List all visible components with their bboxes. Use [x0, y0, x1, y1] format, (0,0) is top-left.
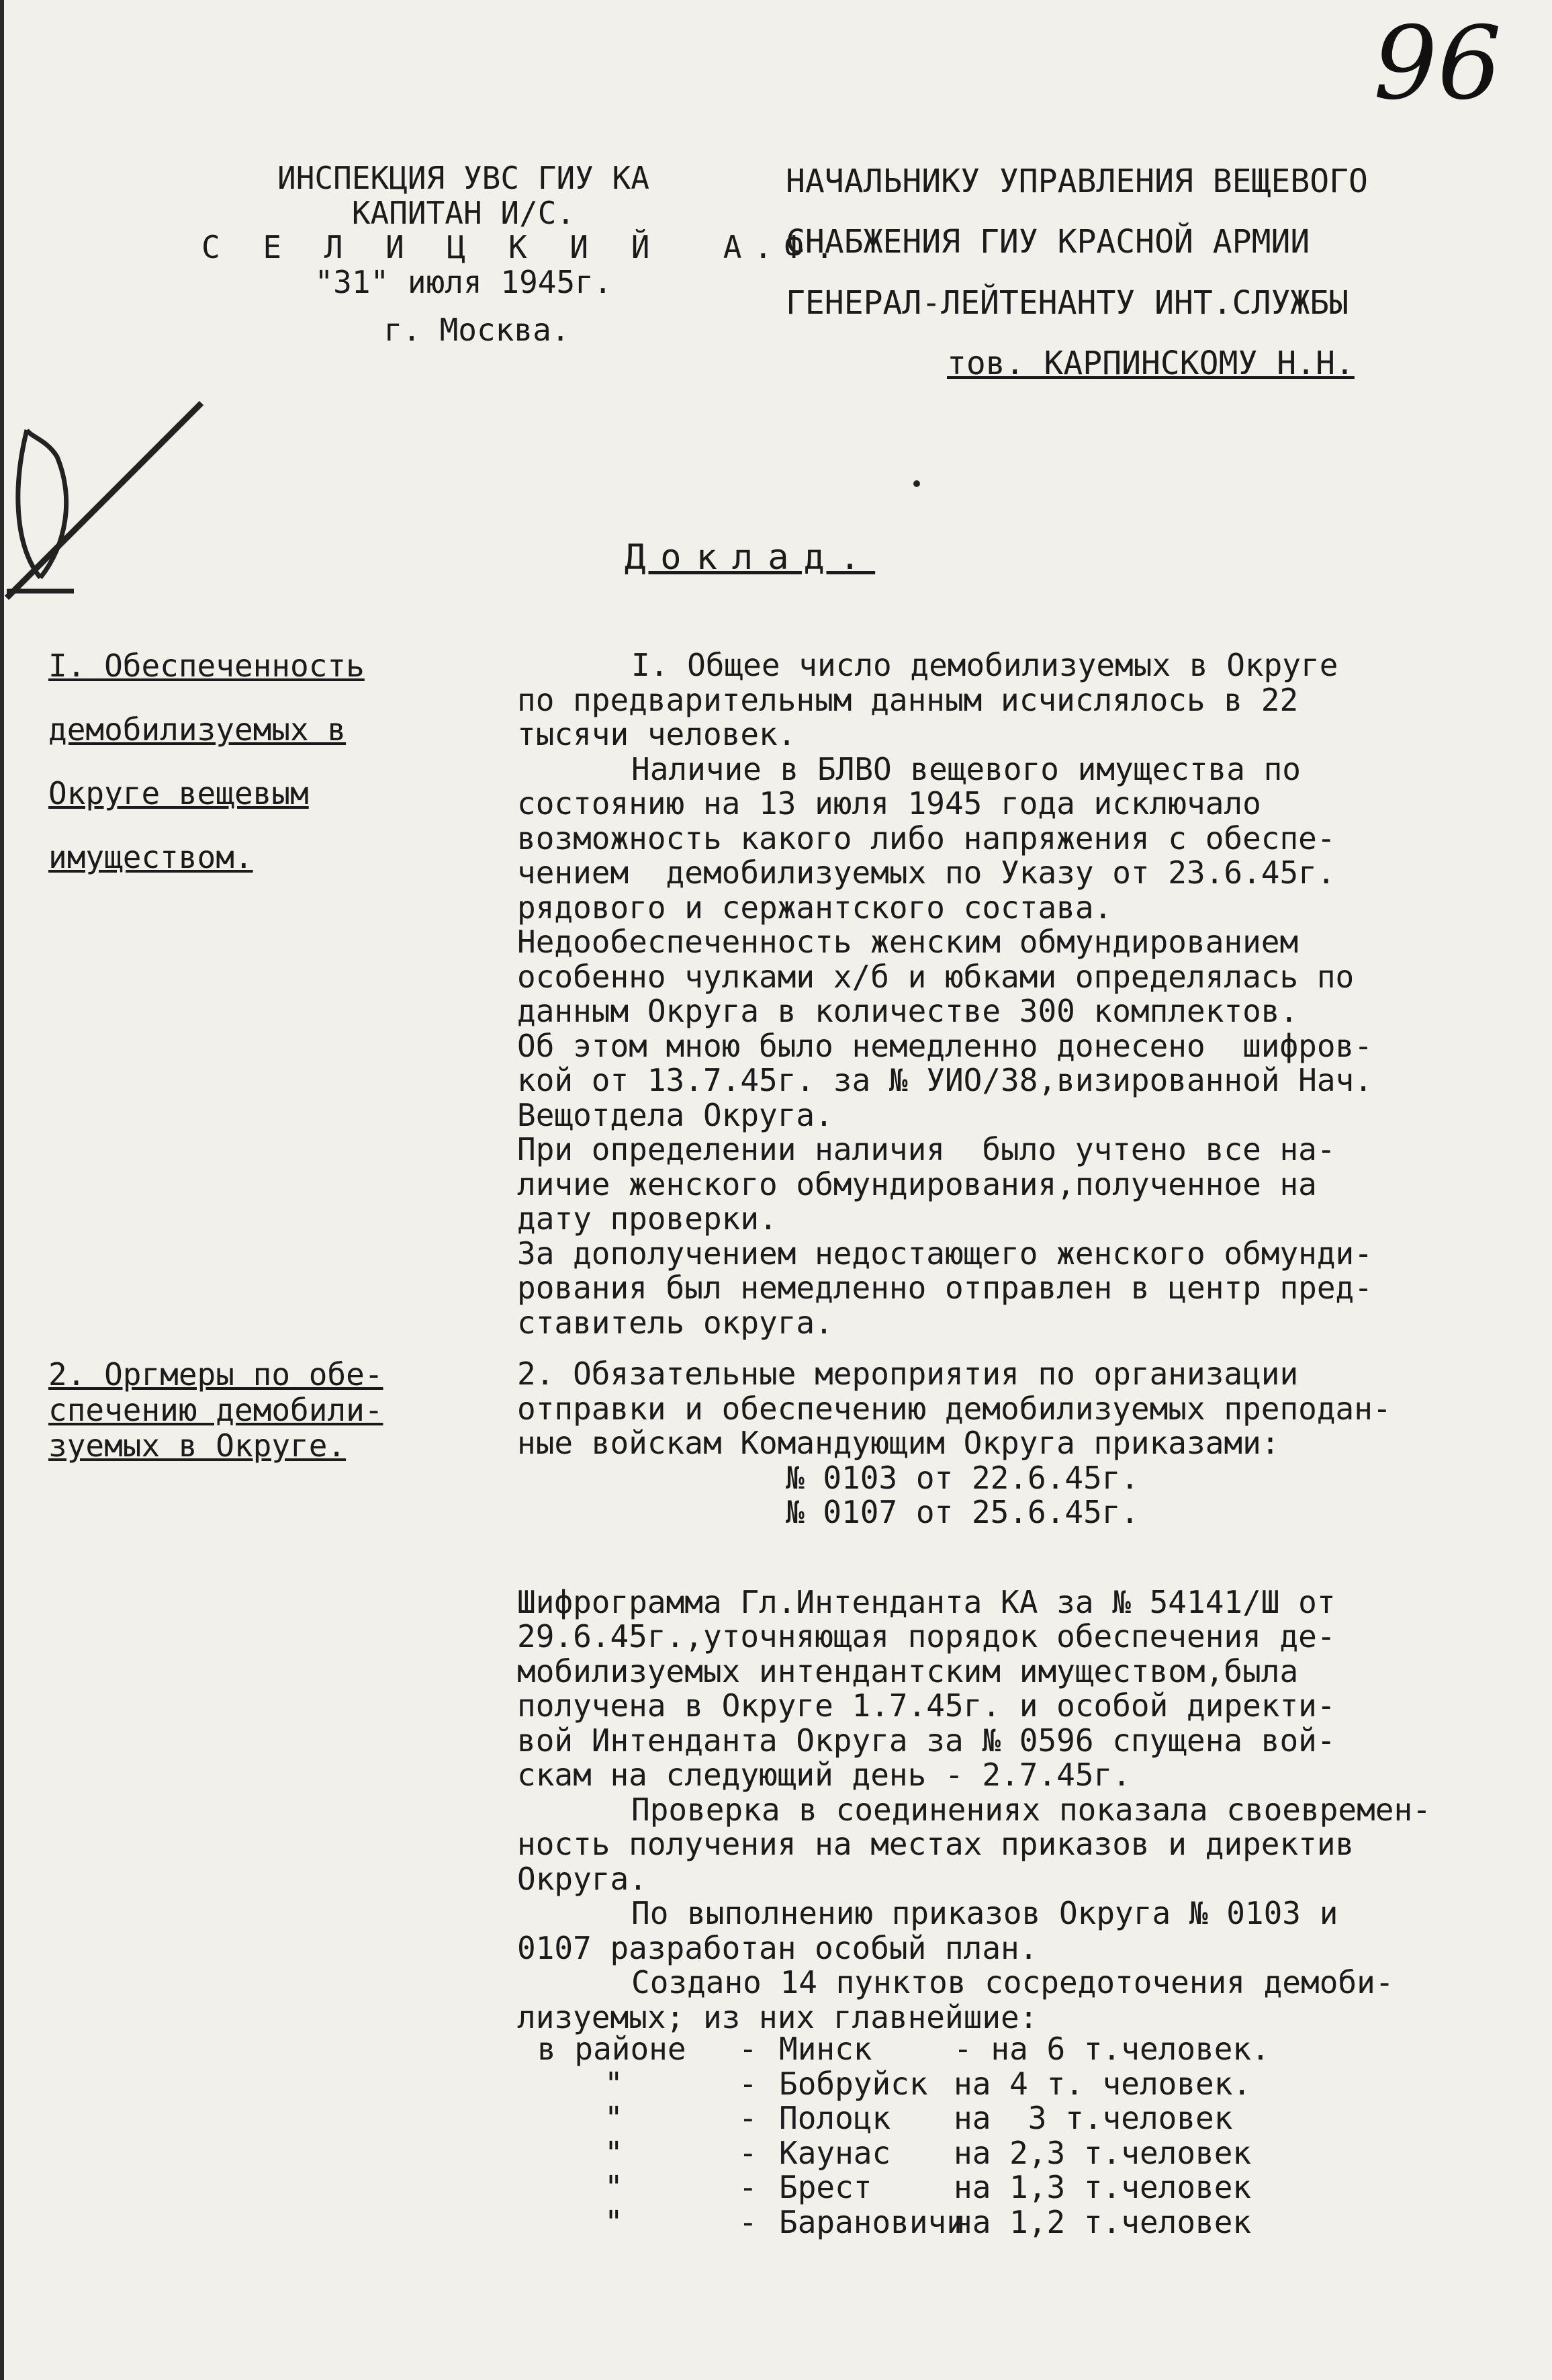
place-detail: - на 6 т.человек.: [954, 2031, 1270, 2067]
recipient-line-1: НАЧАЛЬНИКУ УПРАВЛЕНИЯ ВЕЩЕВОГО: [786, 163, 1368, 200]
body-line: состоянию на 13 июля 1945 года исключало: [517, 785, 1261, 822]
order-line: № 0107 от 25.6.45г.: [786, 1494, 1140, 1531]
list-item: в районе - Минск - на 6 т.человек.: [537, 2031, 1270, 2067]
body-line: При определении наличия было учтено все на-: [517, 1131, 1336, 1168]
sender-city: г. Москва.: [383, 312, 570, 349]
body-line: Шифрограмма Гл.Интенданта КА за № 54141/Ш от: [517, 1583, 1336, 1620]
body-line: отправки и обеспечению демобилизуемых преподан-: [517, 1390, 1391, 1427]
list-item: " - Барановичи на 1,2 т.человек: [537, 2205, 1270, 2240]
place-detail: на 1,2 т.человек: [954, 2203, 1252, 2240]
body-line: Наличие в БЛВО вещевого имущества по: [631, 750, 1301, 787]
body-line: I. Общее число демобилизуемых в Округе: [631, 647, 1338, 683]
body-line: 2. Обязательные мероприятия по организации: [517, 1356, 1299, 1392]
body-line: Недообеспеченность женским обмундированием: [517, 924, 1299, 961]
place-prefix: ": [604, 2065, 623, 2102]
body-line: по предварительным данным исчислялось в 22: [517, 681, 1299, 718]
body-line: чением демобилизуемых по Указу от 23.6.45г.: [517, 854, 1336, 891]
body-line: личие женского обмундирования,полученное на: [517, 1165, 1317, 1202]
section-2-body: [517, 1357, 1551, 2035]
body-line: ность получения на местах приказов и директив: [517, 1826, 1355, 1863]
recipient-line-2: СНАБЖЕНИЯ ГИУ КРАСНОЙ АРМИИ: [786, 223, 1310, 261]
body-line: Создано 14 пунктов сосредоточения демоби-: [631, 1964, 1394, 2001]
body-line: рядового и сержантского состава.: [517, 889, 1113, 926]
body-line: особенно чулками х/б и юбками определялась по: [517, 958, 1355, 995]
body-line: дату проверки.: [517, 1200, 778, 1237]
place-detail: на 4 т. человек.: [954, 2065, 1252, 2102]
place-city: Минск: [779, 2031, 872, 2067]
section-1-heading-line: имуществом.: [48, 838, 253, 875]
body-line: 0107 разработан особый план.: [517, 1929, 1038, 1966]
body-line: Проверка в соединениях показала своевремен-: [631, 1791, 1431, 1828]
sender-block: [201, 160, 846, 349]
body-line: ставитель округа.: [517, 1304, 833, 1341]
sender-organization: ИНСПЕКЦИЯ УВС ГИУ КА: [277, 160, 649, 196]
paragraph-gap: [517, 1530, 1551, 1585]
section-1-body: [517, 648, 1551, 1340]
order-line: № 0103 от 22.6.45г.: [786, 1459, 1140, 1496]
place-city: Полоцк: [779, 2100, 891, 2137]
sender-date: "31" июля 1945г.: [314, 263, 612, 300]
sender-name: С Е Л И Ц К И Й А.Ф.: [201, 229, 846, 266]
margin-handwritten-mark: [0, 376, 228, 618]
place-prefix: ": [604, 2100, 623, 2137]
page-number: 96: [1373, 5, 1502, 122]
place-detail: на 1,3 т.человек: [954, 2169, 1252, 2206]
section-2-heading: [48, 1357, 451, 1464]
body-line: данным Округа в количестве 300 комплектов.: [517, 993, 1299, 1030]
body-line: получена в Округе 1.7.45г. и особой директи-: [517, 1687, 1336, 1724]
body-line: По выполнению приказов Округа № 0103 и: [631, 1895, 1338, 1932]
place-city: Бобруйск: [779, 2065, 928, 2102]
body-line: 29.6.45г.,уточняющая порядок обеспечения де-: [517, 1618, 1336, 1655]
section-2-heading-line: 2. Оргмеры по обе-: [48, 1356, 383, 1393]
section-1-heading-line: I. Обеспеченность: [48, 648, 365, 684]
section-1-heading-line: демобилизуемых в: [48, 711, 347, 748]
list-item: " - Каунас на 2,3 т.человек: [537, 2136, 1270, 2171]
sender-rank: КАПИТАН И/С.: [351, 194, 576, 231]
body-line: Округа.: [517, 1860, 647, 1897]
section-2-heading-line: зуемых в Округе.: [48, 1427, 347, 1464]
body-line: рования был немедленно отправлен в центр пред-: [517, 1270, 1373, 1307]
body-line: лизуемых; из них главнейшие:: [517, 1998, 1038, 2035]
list-item: " - Полоцк на 3 т.человек: [537, 2101, 1270, 2136]
ink-dot: [913, 480, 920, 487]
concentration-points-list: [537, 2032, 1270, 2240]
section-2-heading-line: спечению демобили-: [48, 1391, 383, 1428]
body-line: тысячи человек.: [517, 716, 796, 753]
place-city: Брест: [779, 2169, 872, 2206]
place-detail: на 3 т.человек: [954, 2100, 1233, 2137]
place-prefix: в районе: [537, 2031, 686, 2067]
body-line: вой Интенданта Округа за № 0596 спущена вой-: [517, 1722, 1336, 1759]
place-prefix: ": [604, 2203, 623, 2240]
body-line: За дополучением недостающего женского обмунди-: [517, 1235, 1373, 1272]
recipient-line-3: ГЕНЕРАЛ-ЛЕЙТЕНАНТУ ИНТ.СЛУЖБЫ: [786, 283, 1349, 322]
body-line: ные войскам Командующим Округа приказами:: [517, 1425, 1280, 1462]
body-line: Вещотдела Округа.: [517, 1096, 833, 1133]
page-edge-line: [0, 0, 4, 2380]
place-prefix: ": [604, 2134, 623, 2171]
place-detail: на 2,3 т.человек: [954, 2134, 1252, 2171]
body-line: скам на следующий день - 2.7.45г.: [517, 1757, 1131, 1794]
body-line: кой от 13.7.45г. за № УИО/38,визированной Нач.: [517, 1062, 1373, 1099]
place-prefix: ": [604, 2169, 623, 2206]
list-item: " - Брест на 1,3 т.человек: [537, 2170, 1270, 2205]
section-1-heading: [48, 648, 451, 903]
document-title: Доклад.: [625, 537, 876, 578]
place-city: Барановичи: [779, 2203, 965, 2240]
list-item: " - Бобруйск на 4 т. человек.: [537, 2067, 1270, 2102]
body-line: Об этом мною было немедленно донесено шифров-: [517, 1027, 1373, 1064]
recipient-block: [786, 165, 1511, 408]
body-line: возможность какого либо напряжения с обеспе-: [517, 820, 1336, 856]
body-line: мобилизуемых интендантским имуществом,была: [517, 1652, 1299, 1689]
section-1-heading-line: Округе вещевым: [48, 775, 309, 811]
place-city: Каунас: [779, 2134, 891, 2171]
recipient-addressee: тов. КАРПИНСКОМУ Н.Н.: [947, 345, 1355, 383]
